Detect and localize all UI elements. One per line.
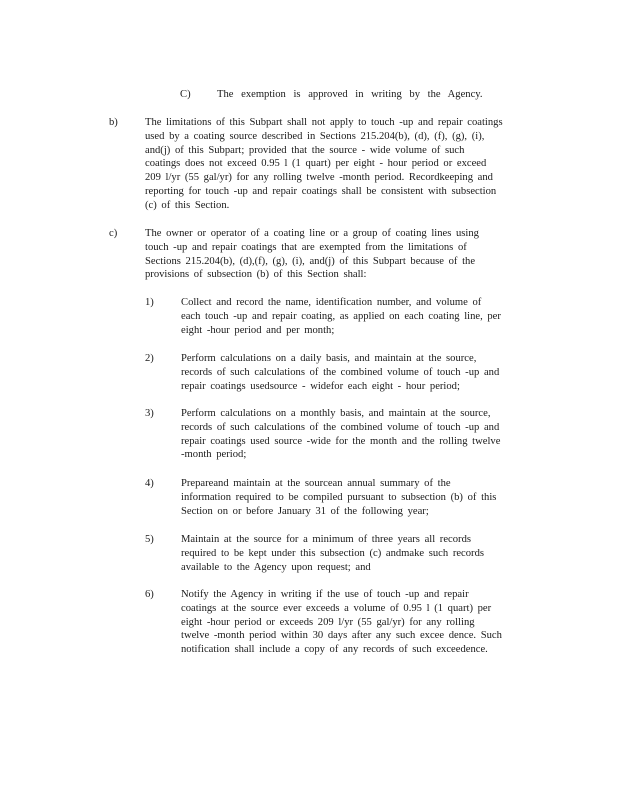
- subitem-3-marker: 3): [145, 408, 154, 419]
- subitem-1-marker: 1): [145, 297, 154, 308]
- subitem-1-text: Collect and record the name, identification number, and volume of each touch -up and repair coating, as applied on each coating line, per eight -hour period and per month;: [181, 297, 501, 336]
- subitem-4-marker: 4): [145, 478, 154, 489]
- item-c-text: The owner or operator of a coating line or a group of coating lines using touch -up and repair coatings that are exempted from the limitations of Sections 215.204(b), (d),(f), (g), (i), and(j) of this Subpart because of the provisions of subsection (b) of this Section shall:: [145, 228, 479, 281]
- subitem-5-text: Maintain at the source for a minimum of three years all records required to be kept under this subsection (c) andmake such records available to the Agency upon request; and: [181, 534, 484, 573]
- subitem-5-marker: 5): [145, 534, 154, 545]
- subitem-3-text: Perform calculations on a monthly basis, and maintain at the source, records of such calculations of the combined volume of touch -up and repair coatings used source -wide for the month and the rolling twelve -month period;: [181, 408, 501, 461]
- subitem-2-marker: 2): [145, 353, 154, 364]
- item-C-marker: C): [180, 89, 191, 100]
- item-c-marker: c): [109, 228, 118, 239]
- subitem-6-marker: 6): [145, 589, 154, 600]
- subitem-2-text: Perform calculations on a daily basis, and maintain at the source, records of such calculations of the combined volume of touch -up and repair coatings usedsource - widefor each eight - hour period;: [181, 353, 500, 392]
- item-b-text: The limitations of this Subpart shall not apply to touch -up and repair coatings used by a coating source described in Sections 215.204(b), (d), (f), (g), (i), and(j) of this Subpart; provided that the source - wide volume of such coatings does not exceed 0.95 l (1 quart) per eight - hour period or exceed 209 l/yr (55 gal/yr) for any rolling twelve -month period. Recordkeeping and reporting for touch -up and repair coatings shall be consistent with subsection (c) of this Section.: [145, 117, 503, 211]
- item-b-marker: b): [109, 117, 118, 128]
- subitem-4-text: Prepareand maintain at the sourcean annual summary of the information required to be compiled pursuant to subsection (b) of this Section on or before January 31 of the following year;: [181, 478, 497, 517]
- subitem-6-text: Notify the Agency in writing if the use of touch -up and repair coatings at the source ever exceeds a volume of 0.95 l (1 quart) per eight -hour period or exceeds 209 l/yr (55 gal/yr) for any rolling twelve -month period within 30 days after any such excee dence. Such notification shall include a copy of any records of such exceedence.: [181, 589, 502, 656]
- item-C-text: The exemption is approved in writing by the Agency.: [217, 89, 483, 100]
